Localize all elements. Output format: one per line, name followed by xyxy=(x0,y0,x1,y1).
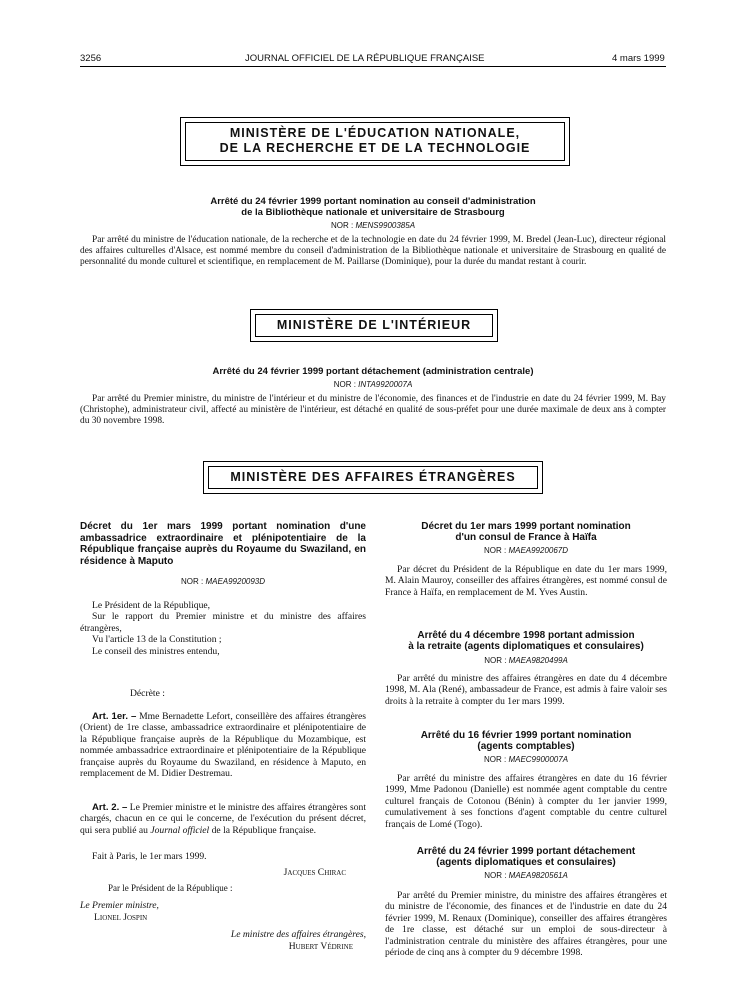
nor-code: MAEA9920067D xyxy=(508,546,569,555)
arrete-comptables-body xyxy=(385,773,667,830)
arrete-retraite-body xyxy=(385,673,667,707)
nor-code: MAEA9820499A xyxy=(508,656,568,665)
arrete-detachement-title xyxy=(385,846,667,868)
nor-code: MAEA9820561A xyxy=(508,871,568,880)
page-number: 3256 xyxy=(80,53,102,64)
nor-label: NOR : xyxy=(330,221,354,230)
decrete-label xyxy=(80,688,366,699)
education-body: Par arrêté du ministre de l'éducation nationale, de la recherche et de la technologie en date du 24 février 1999, M. Bredel (Jean-Luc), directeur régional des affaires culturelles d'Alsace, est nommé membre du conseil d'administration de la Bibliothèque nationale et universitaire de Strasbourg en qualité de personnalité du monde culturel et scientifique, en remplacement de M. Paillarse (Dominique), pour la durée du mandat restant à courir. xyxy=(80,235,666,268)
article-label: Art. 1er. – xyxy=(92,711,137,722)
title-line: Arrêté du 16 février 1999 portant nomination xyxy=(420,730,632,741)
title-line: Arrêté du 24 février 1999 portant nomination au conseil d'administration xyxy=(210,196,536,207)
ministry-box-etrangeres xyxy=(203,461,543,494)
ministry-heading-line1: MINISTÈRE DE L'ÉDUCATION NATIONALE, xyxy=(229,126,521,140)
arrete-comptables-title xyxy=(385,730,667,752)
header-rule xyxy=(80,66,666,67)
ministre-name: Hubert Védrine xyxy=(288,941,353,952)
nor-label: NOR : xyxy=(484,656,507,665)
paragraph: Le Président de la République, xyxy=(92,600,211,611)
premier-ministre-name: Lionel Jospin xyxy=(94,912,148,923)
paragraph: Par arrêté du ministre des affaires étrangères en date du 16 février 1999, Mme Padonou (Danielle) est nommée agent comptable du centre culturel français de Cotonou (Bénin) à compter du 1er janvier 1999, cumulativement à ses fonctions d'agent comptable du centre culturel français de Lomé (Togo). xyxy=(385,773,667,830)
ministry-heading-line2: DE LA RECHERCHE ET DE LA TECHNOLOGIE xyxy=(219,141,531,155)
title-line: Arrêté du 4 décembre 1998 portant admission xyxy=(417,630,635,641)
nor-reference xyxy=(385,755,667,764)
title-line: à la retraite (agents diplomatiques et consulaires) xyxy=(408,641,644,652)
paragraph: Le conseil des ministres entendu, xyxy=(92,645,220,657)
nor-reference xyxy=(80,221,666,230)
nor-reference xyxy=(80,577,366,586)
premier-ministre-title: Le Premier ministre, xyxy=(80,900,159,911)
article-label: Art. 2. – xyxy=(92,802,128,813)
decret-swaziland-body xyxy=(80,600,366,657)
title-line: Décret du 1er mars 1999 portant nomination xyxy=(421,521,631,532)
nor-label: NOR : xyxy=(484,871,507,880)
title-line: d'un consul de France à Haïfa xyxy=(455,532,597,543)
article-text: de la République française. xyxy=(209,824,317,836)
nor-code: MENS9900385A xyxy=(355,221,416,230)
arrete-detachement-body xyxy=(385,890,667,958)
paragraph: Par arrêté du ministre des affaires étrangères en date du 4 décembre 1998, M. Ala (René), ambassadeur de France, est admis à faire valoir ses droits à la retraite à compter du 1er mars 1999. xyxy=(385,673,667,707)
nor-reference xyxy=(80,380,666,389)
ministry-box-education xyxy=(180,117,570,166)
nor-label: NOR : xyxy=(333,380,356,389)
article-text: Le Premier ministre et le ministre des affaires étrangères sont chargés, chacun en ce qui le concerne, de l'exécution du présent décret, qui sera publié au xyxy=(80,802,366,836)
nor-label: NOR : xyxy=(483,755,507,764)
nor-code: MAEA9920093D xyxy=(205,577,266,586)
decrete-text: Décrète : xyxy=(130,688,165,699)
nor-code: MAEC9900007A xyxy=(508,755,569,764)
fait-a-paris xyxy=(80,851,366,862)
article-1 xyxy=(80,711,366,779)
decret-swaziland-title: Décret du 1er mars 1999 portant nomination d'une ambassadrice extraordinaire et plénipotentiaire de la République française auprès du Royaume du Swaziland, en résidence à Maputo xyxy=(80,521,366,567)
paragraph: Par décret du Président de la République en date du 1er mars 1999, M. Alain Mauroy, conseiller des affaires étrangères, est nommé consul de France à Haïfa, en remplacement de M. Yves Austin. xyxy=(385,564,667,598)
article-2 xyxy=(80,802,366,836)
date-line: Fait à Paris, le 1er mars 1999. xyxy=(92,851,207,862)
ministry-heading: MINISTÈRE DE L'INTÉRIEUR xyxy=(255,314,493,337)
nor-reference xyxy=(385,871,667,880)
ministre-title: Le ministre des affaires étrangères, xyxy=(230,929,366,940)
paragraph: Vu l'article 13 de la Constitution ; xyxy=(92,634,222,646)
nor-code: INTA9920007A xyxy=(358,380,413,389)
title-line: (agents comptables) xyxy=(477,741,575,752)
title-line: (agents diplomatiques et consulaires) xyxy=(436,857,616,868)
paragraph: Sur le rapport du Premier ministre et du ministre des affaires étrangères, xyxy=(80,611,366,634)
ministry-heading: MINISTÈRE DES AFFAIRES ÉTRANGÈRES xyxy=(208,466,538,489)
paragraph: Par arrêté du Premier ministre, du ministre des affaires étrangères et du ministre de l'économie, des finances et de l'industrie en date du 24 février 1999, M. Renaux (Dominique), conseiller des affaires étrangères de 1re classe, est détaché sur un emploi de sous-directeur à l'administration centrale du ministère des affaires étrangères, pour une période de cinq ans à compter du 9 décembre 1998. xyxy=(385,890,667,959)
nor-label: NOR : xyxy=(483,546,507,555)
ministry-box-interieur xyxy=(250,309,498,342)
interieur-body: Par arrêté du Premier ministre, du ministre de l'intérieur et du ministre de l'économie, des finances et de l'industrie en date du 24 février 1999, M. Bay (Christophe), administrateur civil, affecté au ministère de l'intérieur, est détaché en qualité de sous-préfet pour une durée maximale de deux ans à compter du 30 novembre 1998. xyxy=(80,394,666,427)
journal-reference: Journal officiel xyxy=(150,824,210,836)
interieur-arrete-title: Arrêté du 24 février 1999 portant détachement (administration centrale) xyxy=(212,366,534,377)
decret-haifa-title xyxy=(385,521,667,543)
arrete-retraite-title xyxy=(385,630,667,652)
par-le-president: Par le Président de la République : xyxy=(108,883,233,893)
title-line: Arrêté du 24 février 1999 portant détachement xyxy=(416,846,636,857)
article-text: Mme Bernadette Lefort, conseillère des affaires étrangères (Orient) de 1re classe, ambassadrice extraordinaire et plénipotentiaire de la République française auprès de la République du Mozambique, est nommée ambassadrice extraordinaire et plénipotentiaire de la République française auprès du Royaume du Swaziland, en résidence à Maputo, en remplacement de M. Didier Destremau. xyxy=(80,711,366,780)
issue-date: 4 mars 1999 xyxy=(612,53,665,64)
decret-haifa-body xyxy=(385,564,667,598)
nor-reference xyxy=(385,656,667,665)
nor-reference xyxy=(385,546,667,555)
title-line: de la Bibliothèque nationale et universitaire de Strasbourg xyxy=(241,207,505,218)
journal-title: JOURNAL OFFICIEL DE LA RÉPUBLIQUE FRANÇAISE xyxy=(245,53,485,64)
nor-label: NOR : xyxy=(180,577,204,586)
education-arrete-title xyxy=(80,196,666,218)
signature-president: Jacques Chirac xyxy=(283,867,346,878)
